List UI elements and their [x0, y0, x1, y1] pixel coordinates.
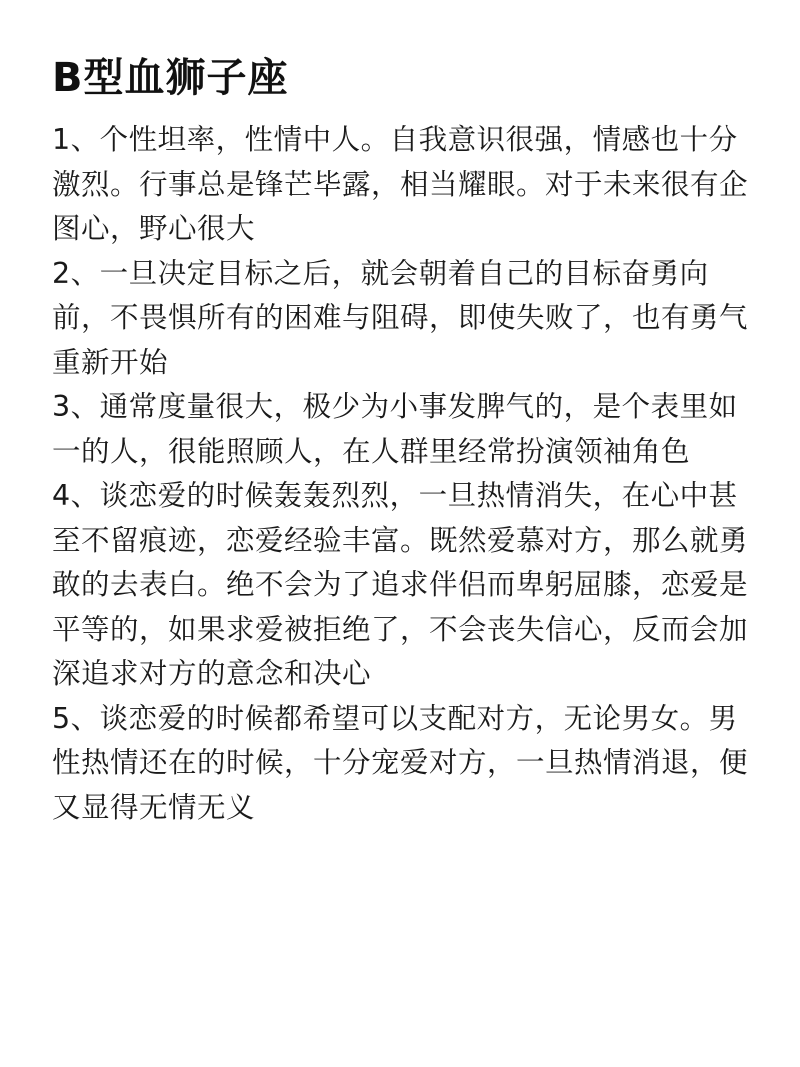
paragraph-5: 5、谈恋爱的时候都希望可以支配对方，无论男女。男性热情还在的时候，十分宠爱对方，一旦热情消退，便又显得无情无义: [52, 701, 749, 824]
article: [52, 48, 752, 830]
paragraph-2: 2、一旦决定目标之后，就会朝着自己的目标奋勇向前，不畏惧所有的困难与阻碍，即使失败了，也有勇气重新开始: [52, 256, 749, 379]
article-body: [52, 118, 752, 830]
page-title: B型血狮子座: [52, 55, 289, 101]
paragraph-1: 1、个性坦率，性情中人。自我意识很强，情感也十分激烈。行事总是锋芒毕露，相当耀眼。对于未来很有企图心，野心很大: [52, 123, 749, 245]
paragraph-4: 4、谈恋爱的时候轰轰烈烈，一旦热情消失，在心中甚至不留痕迹，恋爱经验丰富。既然爱慕对方，那么就勇敢的去表白。绝不会为了追求伴侣而卑躬屈膝，恋爱是平等的，如果求爱被拒绝了，不会丧失信心，反而会加深追求对方的意念和决心: [52, 479, 749, 690]
paragraph-3: 3、通常度量很大，极少为小事发脾气的，是个表里如一的人，很能照顾人，在人群里经常扮演领袖角色: [52, 390, 738, 468]
